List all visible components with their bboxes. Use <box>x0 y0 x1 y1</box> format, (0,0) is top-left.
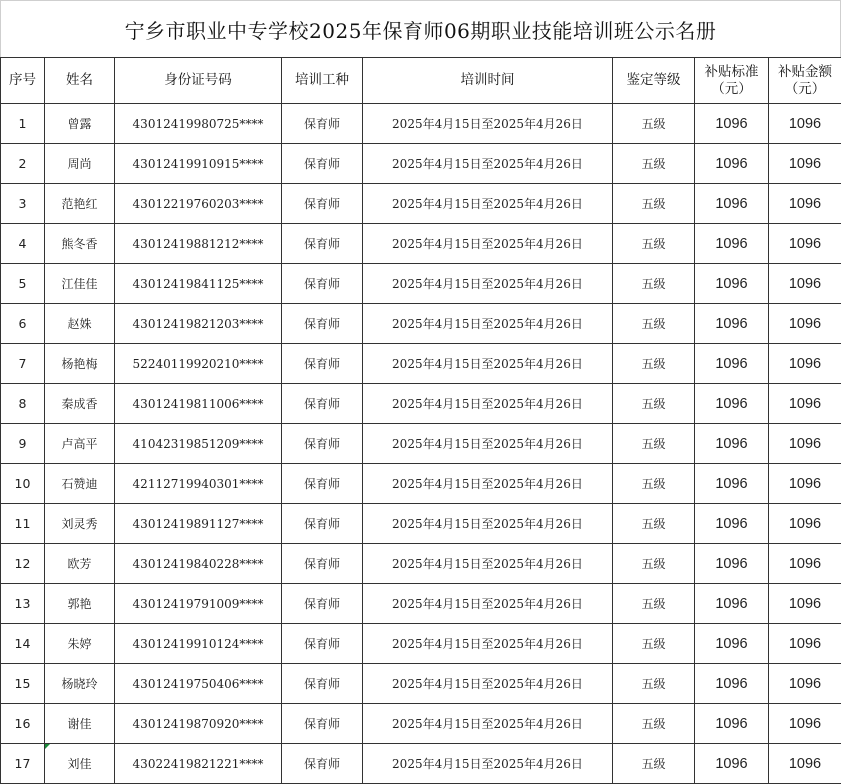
cell-subsidy-amount[interactable]: 1096 <box>769 464 841 504</box>
header-subsidy-standard-line1: 补贴标准 <box>704 63 759 80</box>
cell-id-number[interactable]: 43012419870920**** <box>115 704 282 744</box>
cell-subsidy-amount[interactable]: 1096 <box>769 344 841 384</box>
table-row <box>1 504 841 544</box>
cell-subsidy-amount[interactable]: 1096 <box>769 424 841 464</box>
cell-level[interactable]: 五级 <box>613 424 695 464</box>
cell-id-number[interactable]: 43012419910124**** <box>115 624 282 664</box>
table-row <box>1 384 841 424</box>
cell-subsidy-standard[interactable]: 1096 <box>695 224 769 264</box>
cell-id-number[interactable]: 43012419750406**** <box>115 664 282 704</box>
cell-id-number[interactable]: 41042319851209**** <box>115 424 282 464</box>
cell-training-period[interactable]: 2025年4月15日至2025年4月26日 <box>363 344 613 384</box>
cell-subsidy-amount[interactable]: 1096 <box>769 584 841 624</box>
cell-trade[interactable]: 保育师 <box>282 704 363 744</box>
cell-id-number[interactable]: 43012219760203**** <box>115 184 282 224</box>
cell-name[interactable]: 刘佳 <box>45 744 115 784</box>
cell-trade[interactable]: 保育师 <box>282 224 363 264</box>
cell-id-number[interactable]: 43012419841125**** <box>115 264 282 304</box>
cell-id-number[interactable]: 43012419791009**** <box>115 584 282 624</box>
roster-body <box>1 104 841 784</box>
table-row <box>1 344 841 384</box>
cell-training-period[interactable]: 2025年4月15日至2025年4月26日 <box>363 584 613 624</box>
cell-trade[interactable]: 保育师 <box>282 584 363 624</box>
cell-name[interactable]: 刘灵秀 <box>45 504 115 544</box>
cell-trade[interactable]: 保育师 <box>282 624 363 664</box>
cell-training-period[interactable]: 2025年4月15日至2025年4月26日 <box>363 224 613 264</box>
cell-subsidy-amount[interactable]: 1096 <box>769 304 841 344</box>
roster-table <box>0 57 841 784</box>
table-row <box>1 744 841 784</box>
cell-subsidy-standard[interactable]: 1096 <box>695 344 769 384</box>
cell-id-number[interactable]: 52240119920210**** <box>115 344 282 384</box>
cell-subsidy-standard[interactable]: 1096 <box>695 144 769 184</box>
cell-trade[interactable]: 保育师 <box>282 744 363 784</box>
cell-training-period[interactable]: 2025年4月15日至2025年4月26日 <box>363 264 613 304</box>
cell-subsidy-amount[interactable]: 1096 <box>769 144 841 184</box>
cell-level[interactable]: 五级 <box>613 624 695 664</box>
cell-subsidy-standard[interactable]: 1096 <box>695 104 769 144</box>
cell-subsidy-standard[interactable]: 1096 <box>695 544 769 584</box>
cell-training-period[interactable]: 2025年4月15日至2025年4月26日 <box>363 384 613 424</box>
cell-name[interactable]: 杨艳梅 <box>45 344 115 384</box>
cell-name[interactable]: 范艳红 <box>45 184 115 224</box>
cell-level[interactable]: 五级 <box>613 384 695 424</box>
cell-trade[interactable]: 保育师 <box>282 424 363 464</box>
cell-name[interactable]: 曾露 <box>45 104 115 144</box>
sheet-title[interactable]: 宁乡市职业中专学校2025年保育师06期职业技能培训班公示名册 <box>0 0 841 58</box>
cell-subsidy-standard[interactable]: 1096 <box>695 384 769 424</box>
cell-trade[interactable]: 保育师 <box>282 144 363 184</box>
header-subsidy-amount[interactable] <box>769 58 841 104</box>
cell-subsidy-amount[interactable]: 1096 <box>769 664 841 704</box>
cell-subsidy-amount[interactable]: 1096 <box>769 504 841 544</box>
cell-level[interactable]: 五级 <box>613 144 695 184</box>
cell-training-period[interactable]: 2025年4月15日至2025年4月26日 <box>363 464 613 504</box>
header-level[interactable]: 鉴定等级 <box>613 58 695 104</box>
cell-subsidy-standard[interactable]: 1096 <box>695 184 769 224</box>
table-row <box>1 224 841 264</box>
cell-subsidy-standard[interactable]: 1096 <box>695 624 769 664</box>
cell-level[interactable]: 五级 <box>613 464 695 504</box>
cell-subsidy-amount[interactable]: 1096 <box>769 184 841 224</box>
cell-trade[interactable]: 保育师 <box>282 344 363 384</box>
cell-id-number[interactable]: 43012419881212**** <box>115 224 282 264</box>
cell-level[interactable]: 五级 <box>613 504 695 544</box>
cell-subsidy-amount[interactable]: 1096 <box>769 624 841 664</box>
cell-trade[interactable]: 保育师 <box>282 104 363 144</box>
table-row <box>1 144 841 184</box>
cell-level[interactable]: 五级 <box>613 104 695 144</box>
table-row <box>1 424 841 464</box>
cell-level[interactable]: 五级 <box>613 184 695 224</box>
table-row <box>1 304 841 344</box>
cell-training-period[interactable]: 2025年4月15日至2025年4月26日 <box>363 104 613 144</box>
table-row <box>1 664 841 704</box>
header-subsidy-standard[interactable] <box>695 58 769 104</box>
cell-training-period[interactable]: 2025年4月15日至2025年4月26日 <box>363 704 613 744</box>
cell-level[interactable]: 五级 <box>613 584 695 624</box>
cell-seq[interactable]: 8 <box>1 384 45 424</box>
cell-training-period[interactable]: 2025年4月15日至2025年4月26日 <box>363 184 613 224</box>
cell-subsidy-standard[interactable]: 1096 <box>695 744 769 784</box>
header-subsidy-amount-line2: （元） <box>784 80 826 97</box>
cell-trade[interactable]: 保育师 <box>282 544 363 584</box>
cell-id-number[interactable]: 43012419980725**** <box>115 104 282 144</box>
cell-subsidy-standard[interactable]: 1096 <box>695 424 769 464</box>
table-row <box>1 624 841 664</box>
header-seq[interactable]: 序号 <box>1 58 45 104</box>
cell-training-period[interactable]: 2025年4月15日至2025年4月26日 <box>363 664 613 704</box>
cell-id-number[interactable]: 43012419891127**** <box>115 504 282 544</box>
cell-name[interactable]: 赵姝 <box>45 304 115 344</box>
cell-seq[interactable]: 12 <box>1 544 45 584</box>
cell-name[interactable]: 江佳佳 <box>45 264 115 304</box>
cell-training-period[interactable]: 2025年4月15日至2025年4月26日 <box>363 744 613 784</box>
header-trade[interactable]: 培训工种 <box>282 58 363 104</box>
cell-level[interactable]: 五级 <box>613 704 695 744</box>
table-row <box>1 104 841 144</box>
header-subsidy-standard-line2: （元） <box>711 80 752 97</box>
cell-subsidy-standard[interactable]: 1096 <box>695 664 769 704</box>
cell-seq[interactable]: 1 <box>1 104 45 144</box>
cell-level[interactable]: 五级 <box>613 544 695 584</box>
cell-trade[interactable]: 保育师 <box>282 504 363 544</box>
cell-seq[interactable]: 4 <box>1 224 45 264</box>
cell-trade[interactable]: 保育师 <box>282 304 363 344</box>
cell-trade[interactable]: 保育师 <box>282 464 363 504</box>
cell-subsidy-amount[interactable]: 1096 <box>769 744 841 784</box>
header-period[interactable]: 培训时间 <box>363 58 613 104</box>
header-name[interactable]: 姓名 <box>45 58 115 104</box>
header-subsidy-amount-line1: 补贴金额 <box>778 63 832 80</box>
cell-training-period[interactable]: 2025年4月15日至2025年4月26日 <box>363 624 613 664</box>
cell-seq[interactable]: 13 <box>1 584 45 624</box>
cell-subsidy-standard[interactable]: 1096 <box>695 704 769 744</box>
cell-subsidy-standard[interactable]: 1096 <box>695 264 769 304</box>
cell-subsidy-amount[interactable]: 1096 <box>769 544 841 584</box>
table-row <box>1 584 841 624</box>
cell-seq[interactable]: 9 <box>1 424 45 464</box>
cell-level[interactable]: 五级 <box>613 224 695 264</box>
cell-seq[interactable]: 17 <box>1 744 45 784</box>
cell-seq[interactable]: 6 <box>1 304 45 344</box>
cell-id-number[interactable]: 42112719940301**** <box>115 464 282 504</box>
cell-subsidy-standard[interactable]: 1096 <box>695 464 769 504</box>
cell-seq[interactable]: 7 <box>1 344 45 384</box>
table-row <box>1 184 841 224</box>
table-row <box>1 264 841 304</box>
cell-seq[interactable]: 3 <box>1 184 45 224</box>
cell-trade[interactable]: 保育师 <box>282 264 363 304</box>
cell-name[interactable]: 秦成香 <box>45 384 115 424</box>
cell-subsidy-amount[interactable]: 1096 <box>769 264 841 304</box>
cell-seq[interactable]: 10 <box>1 464 45 504</box>
table-row <box>1 544 841 584</box>
header-id[interactable]: 身份证号码 <box>115 58 282 104</box>
cell-subsidy-standard[interactable]: 1096 <box>695 504 769 544</box>
cell-training-period[interactable]: 2025年4月15日至2025年4月26日 <box>363 544 613 584</box>
cell-trade[interactable]: 保育师 <box>282 664 363 704</box>
cell-training-period[interactable]: 2025年4月15日至2025年4月26日 <box>363 504 613 544</box>
cell-trade[interactable]: 保育师 <box>282 184 363 224</box>
header-row <box>1 58 841 104</box>
cell-id-number[interactable]: 43012419840228**** <box>115 544 282 584</box>
cell-seq[interactable]: 5 <box>1 264 45 304</box>
table-row <box>1 464 841 504</box>
cell-level[interactable]: 五级 <box>613 264 695 304</box>
cell-training-period[interactable]: 2025年4月15日至2025年4月26日 <box>363 304 613 344</box>
cell-subsidy-amount[interactable]: 1096 <box>769 704 841 744</box>
cell-name[interactable]: 石赞迪 <box>45 464 115 504</box>
cell-seq[interactable]: 16 <box>1 704 45 744</box>
cell-trade[interactable]: 保育师 <box>282 384 363 424</box>
cell-seq[interactable]: 15 <box>1 664 45 704</box>
cell-seq[interactable]: 2 <box>1 144 45 184</box>
cell-training-period[interactable]: 2025年4月15日至2025年4月26日 <box>363 424 613 464</box>
cell-seq[interactable]: 14 <box>1 624 45 664</box>
cell-name[interactable]: 欧芳 <box>45 544 115 584</box>
cell-name[interactable]: 谢佳 <box>45 704 115 744</box>
cell-name[interactable]: 郭艳 <box>45 584 115 624</box>
cell-name[interactable]: 熊冬香 <box>45 224 115 264</box>
cell-id-number[interactable]: 43022419821221**** <box>115 744 282 784</box>
cell-id-number[interactable]: 43012419811006**** <box>115 384 282 424</box>
cell-training-period[interactable]: 2025年4月15日至2025年4月26日 <box>363 144 613 184</box>
cell-subsidy-standard[interactable]: 1096 <box>695 304 769 344</box>
cell-name[interactable]: 杨晓玲 <box>45 664 115 704</box>
cell-id-number[interactable]: 43012419910915**** <box>115 144 282 184</box>
cell-level[interactable]: 五级 <box>613 664 695 704</box>
cell-id-number[interactable]: 43012419821203**** <box>115 304 282 344</box>
cell-indicator-icon <box>45 744 50 749</box>
cell-seq[interactable]: 11 <box>1 504 45 544</box>
cell-level[interactable]: 五级 <box>613 744 695 784</box>
cell-subsidy-standard[interactable]: 1096 <box>695 584 769 624</box>
table-row <box>1 704 841 744</box>
cell-name[interactable]: 朱婷 <box>45 624 115 664</box>
cell-name[interactable]: 卢高平 <box>45 424 115 464</box>
cell-subsidy-amount[interactable]: 1096 <box>769 104 841 144</box>
cell-name[interactable]: 周尚 <box>45 144 115 184</box>
cell-subsidy-amount[interactable]: 1096 <box>769 384 841 424</box>
cell-level[interactable]: 五级 <box>613 304 695 344</box>
cell-level[interactable]: 五级 <box>613 344 695 384</box>
cell-subsidy-amount[interactable]: 1096 <box>769 224 841 264</box>
